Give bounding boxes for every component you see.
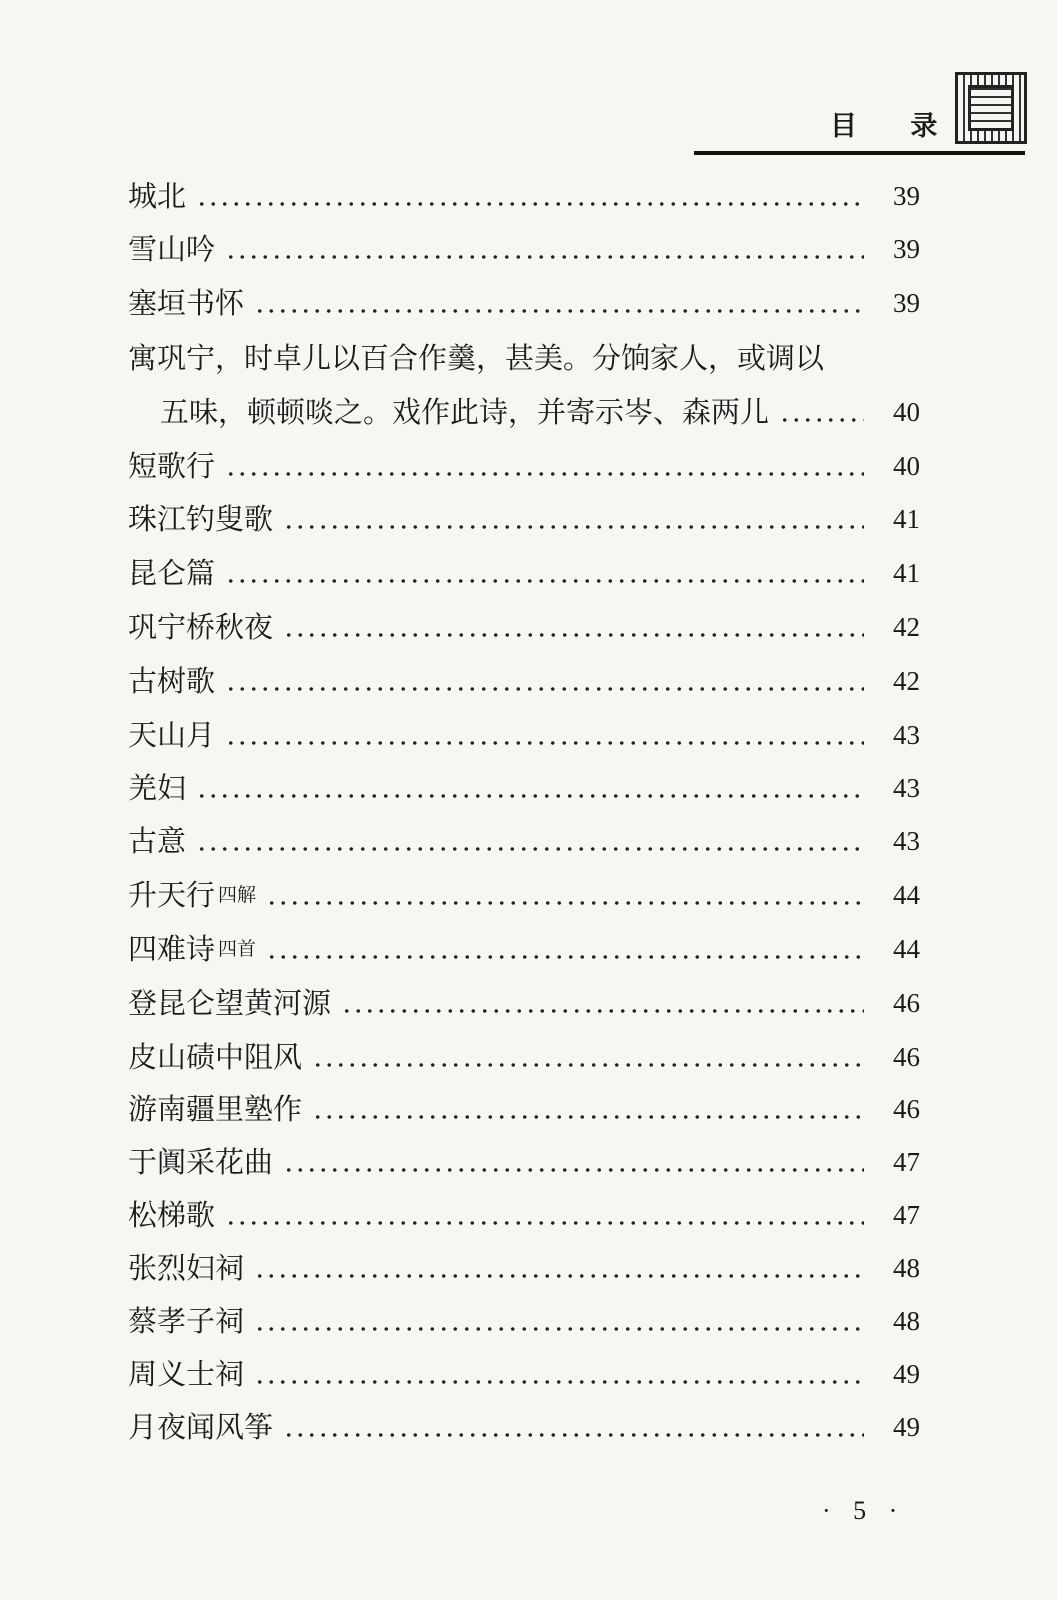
toc-entry bbox=[128, 283, 920, 323]
toc-entry-title: 张烈妇祠 bbox=[128, 1251, 245, 1285]
toc-entry bbox=[128, 176, 920, 216]
toc-entry-page: 48 bbox=[893, 1306, 920, 1336]
toc-entry-title: 天山月 bbox=[128, 718, 216, 752]
toc-entry-title: 于阗采花曲 bbox=[128, 1145, 274, 1179]
toc-entry-title: 四难诗 bbox=[128, 932, 216, 966]
toc-entry-title: 松梯歌 bbox=[128, 1198, 216, 1232]
toc-entry bbox=[128, 1089, 920, 1129]
toc-entry-page: 47 bbox=[893, 1200, 920, 1230]
toc-entry-page: 46 bbox=[893, 988, 920, 1018]
page-header-title: 目 录 bbox=[830, 111, 960, 142]
toc-entry-title: 昆仑篇 bbox=[128, 556, 216, 590]
toc-entry-title: 周义士祠 bbox=[128, 1357, 245, 1391]
toc-entry-title: 升天行 bbox=[128, 878, 216, 912]
toc-leader-dots bbox=[312, 1115, 864, 1119]
toc-entry-title: 寓巩宁，时卓儿以百合作羹，甚美。分饷家人，或调以 bbox=[128, 341, 825, 375]
toc-entry-page: 40 bbox=[893, 451, 920, 481]
toc-leader-dots bbox=[312, 1063, 864, 1067]
toc-entry-page: 42 bbox=[893, 612, 920, 642]
toc-entry-page: 49 bbox=[893, 1412, 920, 1442]
toc-entry bbox=[128, 875, 920, 915]
toc-leader-dots bbox=[225, 579, 864, 583]
toc-leader-dots bbox=[225, 255, 864, 259]
toc-entry-note: 四首 bbox=[218, 938, 257, 960]
toc-leader-dots bbox=[225, 472, 864, 476]
toc-entry-title: 古树歌 bbox=[128, 664, 216, 698]
toc-entry-page: 41 bbox=[893, 558, 920, 588]
toc-leader-dots bbox=[196, 202, 864, 206]
toc-entry-page: 39 bbox=[893, 288, 920, 318]
toc-leader-dots bbox=[283, 633, 864, 637]
toc-leader-dots bbox=[283, 525, 864, 529]
toc-entry-title: 五味，顿顿啖之。戏作此诗，并寄示岑、森两儿 bbox=[160, 395, 770, 429]
toc-leader-dots bbox=[254, 1380, 864, 1384]
toc-entry bbox=[128, 1142, 920, 1182]
toc-entry-note: 四解 bbox=[218, 884, 257, 906]
toc-entry-page: 48 bbox=[893, 1253, 920, 1283]
toc-leader-dots bbox=[283, 1433, 864, 1437]
toc-entry bbox=[128, 983, 920, 1023]
toc-leader-dots bbox=[341, 1009, 864, 1013]
toc-leader-dots bbox=[196, 794, 864, 798]
toc-entry-page: 39 bbox=[893, 234, 920, 264]
toc-entry bbox=[128, 1037, 920, 1077]
toc-leader-dots bbox=[254, 309, 864, 313]
toc-entry bbox=[128, 768, 920, 808]
toc-entry-page: 40 bbox=[893, 397, 920, 427]
toc-leader-dots bbox=[283, 1168, 864, 1172]
toc-entry-page: 43 bbox=[893, 773, 920, 803]
toc-entry bbox=[128, 446, 920, 486]
toc-entry bbox=[128, 1195, 920, 1235]
toc-entry-title: 古意 bbox=[128, 824, 187, 858]
toc-entry bbox=[128, 821, 920, 861]
toc-entry-page: 46 bbox=[893, 1094, 920, 1124]
toc-entry-title: 塞垣书怀 bbox=[128, 286, 245, 320]
toc-entry-page: 49 bbox=[893, 1359, 920, 1389]
toc-entry-page: 41 bbox=[893, 504, 920, 534]
toc-leader-dots bbox=[196, 847, 864, 851]
toc-leader-dots bbox=[779, 418, 864, 422]
page-number: · 5 · bbox=[822, 1496, 906, 1525]
toc-entry bbox=[128, 1354, 920, 1394]
toc-entry-title: 雪山吟 bbox=[128, 232, 216, 266]
toc-entry-title: 登昆仑望黄河源 bbox=[128, 986, 332, 1020]
toc-entry bbox=[128, 661, 920, 701]
toc-entry-title: 珠江钓叟歌 bbox=[128, 502, 274, 536]
toc-entry bbox=[128, 1407, 920, 1447]
toc-entry-page: 43 bbox=[893, 720, 920, 750]
toc-entry-title: 蔡孝子祠 bbox=[128, 1304, 245, 1338]
toc-entry bbox=[128, 229, 920, 269]
toc-entry-page: 39 bbox=[893, 181, 920, 211]
toc-entry-page: 46 bbox=[893, 1042, 920, 1072]
toc-entry-title: 巩宁桥秋夜 bbox=[128, 610, 274, 644]
toc-leader-dots bbox=[225, 741, 864, 745]
toc-entry bbox=[128, 553, 920, 593]
toc-leader-dots bbox=[254, 1327, 864, 1331]
toc-entry-continuation bbox=[128, 392, 920, 432]
toc-entry-title: 皮山碛中阻风 bbox=[128, 1040, 303, 1074]
toc-leader-dots bbox=[225, 1221, 864, 1225]
toc-leader-dots bbox=[266, 955, 864, 959]
toc-entry-page: 44 bbox=[893, 880, 920, 910]
toc-entry-page: 47 bbox=[893, 1147, 920, 1177]
toc-entry-title: 游南疆里塾作 bbox=[128, 1092, 303, 1126]
toc-entry-title: 短歌行 bbox=[128, 449, 216, 483]
toc-leader-dots bbox=[266, 901, 864, 905]
toc-entry-title: 城北 bbox=[128, 179, 187, 213]
toc-entry-page: 44 bbox=[893, 934, 920, 964]
toc-entry bbox=[128, 338, 920, 378]
toc-entry-title: 月夜闻风筝 bbox=[128, 1410, 274, 1444]
toc-leader-dots bbox=[254, 1274, 864, 1278]
toc-entry bbox=[128, 499, 920, 539]
toc-entry-page: 43 bbox=[893, 826, 920, 856]
toc-entry-page: 42 bbox=[893, 666, 920, 696]
toc-entry bbox=[128, 715, 920, 755]
toc-leader-dots bbox=[225, 687, 864, 691]
toc-entry bbox=[128, 929, 920, 969]
toc-entry-title: 羌妇 bbox=[128, 771, 187, 805]
toc-entry bbox=[128, 607, 920, 647]
toc-entry bbox=[128, 1301, 920, 1341]
toc-entry bbox=[128, 1248, 920, 1288]
